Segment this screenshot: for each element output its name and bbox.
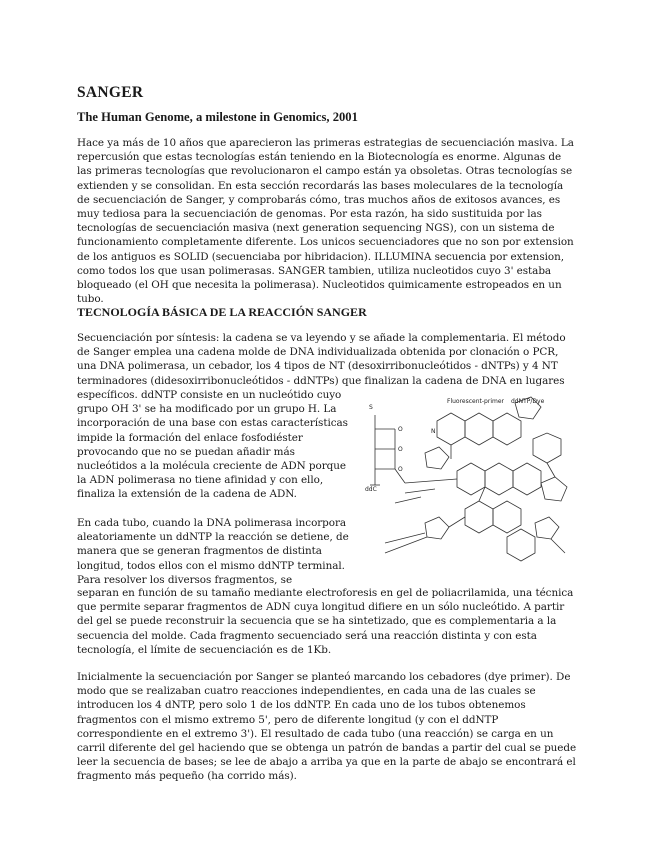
final-paragraph: Inicialmente la secuenciación por Sanger se planteó marcando los cebadores (dye primer). De modo que se realizaban cuatro reacciones independientes, en cada una de las cuales se introducen los 4 dNTP, pero solo 1 de los ddNTP. En cada uno de los tubos obtenemos fragmentos con el mismo extremo 5', pero de diferente longitud (y con el ddNTP correspondiente en el extremo 3'). El resultado de cada tubo (una reacción) se carga en un carril diferente del gel haciendo que se obtenga un patrón de bandas a partir del cual se puede leer la secuencia de bases; se lee de abajo a arriba ya que en la parte de abajo se encontrará el fragmento más pequeño (ha corrido más). (77, 671, 577, 783)
ddntp-paragraph: específicos. ddNTP consiste en un nucleótido cuyo grupo OH 3' se ha modificado por un grupo H. La incorporación de una base con estas características impide la formación del enlace fosfodiéster provocando que no se puedan añadir más nucleótidos a la molécula creciente de ADN porque la ADN polimerasa no tiene afinidad y con ello, finaliza la extensión de la cadena de ADN. (77, 389, 348, 501)
atom-label: O (398, 446, 403, 453)
atom-label: O (398, 426, 403, 433)
section-heading: TECNOLOGÍA BÁSICA DE LA REACCIÓN SANGER (77, 305, 367, 319)
method-paragraph: Secuenciación por síntesis: la cadena se va leyendo y se añade la complementaria. El método de Sanger emplea una cadena molde de DNA individualizada obtenida por clonación o PCR, una DNA polimerasa, un cebador, los 4 tipos de NT (desoxirribonucleótidos - dNTPs) y 4 NT terminadores (didesoxirribonucleótidos - ddNTPs) que finalizan la cadena de DNA en lugares (77, 332, 566, 387)
figure-label: ddNTP/Dye (511, 398, 545, 405)
document-title: SANGER (77, 84, 144, 101)
ddntp-structure-figure (365, 393, 580, 581)
figure-label: Fluorescent-primer (447, 398, 504, 405)
document-subtitle: The Human Genome, a milestone in Genomics, 2001 (77, 110, 358, 124)
atom-label: ddC (365, 486, 377, 493)
chemical-structure-diagram (365, 393, 580, 581)
atom-label: S (369, 404, 373, 411)
intro-paragraph: Hace ya más de 10 años que aparecieron las primeras estrategias de secuenciación masiva. La repercusión que estas tecnologías están teniendo en la Biotecnología es enorme. Algunas de las primeras tecnologías que revolucionaron el campo están ya obsoletas. Otras tecnologías se extienden y se consolidan. En esta sección recordarás las bases moleculares de la tecnología de secuenciación de Sanger, y comprobarás cómo, tras muchos años de exitosos avances, es muy tediosa para la secuenciación de genomas. Por esta razón, ha sido sustituida por las tecnologías de secuenciación masiva (next generation sequencing NGS), con un sistema de funcionamiento completamente diferente. Los unicos secuenciadores que no son por extension de los antiguos es SOLID (secuenciaba por hibridacion). ILLUMINA secuencia por extension, como todos los que usan polimerasas. SANGER tambien, utiliza nucleotidos cuyo 3' estaba bloqueado (el OH que necesita la polimerasa). Nucleotidos quimicamente estropeados en un tubo. (77, 137, 574, 306)
atom-label: O (398, 466, 403, 473)
atom-label: N (431, 428, 436, 435)
tube-paragraph-rest: separan en función de su tamaño mediante electroforesis en gel de poliacrilamida, una técnica que permite separar fragmentos de ADN cuya longitud difiere en un sólo nucleótido. A partir del gel se puede reconstruir la secuencia que se ha sintetizado, que es complementaria a la secuencia del molde. Cada fragmento secuenciado será una reacción distinta y con esta tecnología, el límite de secuenciación es de 1Kb. (77, 587, 574, 656)
tube-paragraph-start: En cada tubo, cuando la DNA polimerasa incorpora aleatoriamente un ddNTP la reacción se detiene, de manera que se generan fragmentos de distinta longitud, todos ellos con el mismo ddNTP terminal. Para resolver los diversos fragmentos, se (77, 517, 349, 586)
